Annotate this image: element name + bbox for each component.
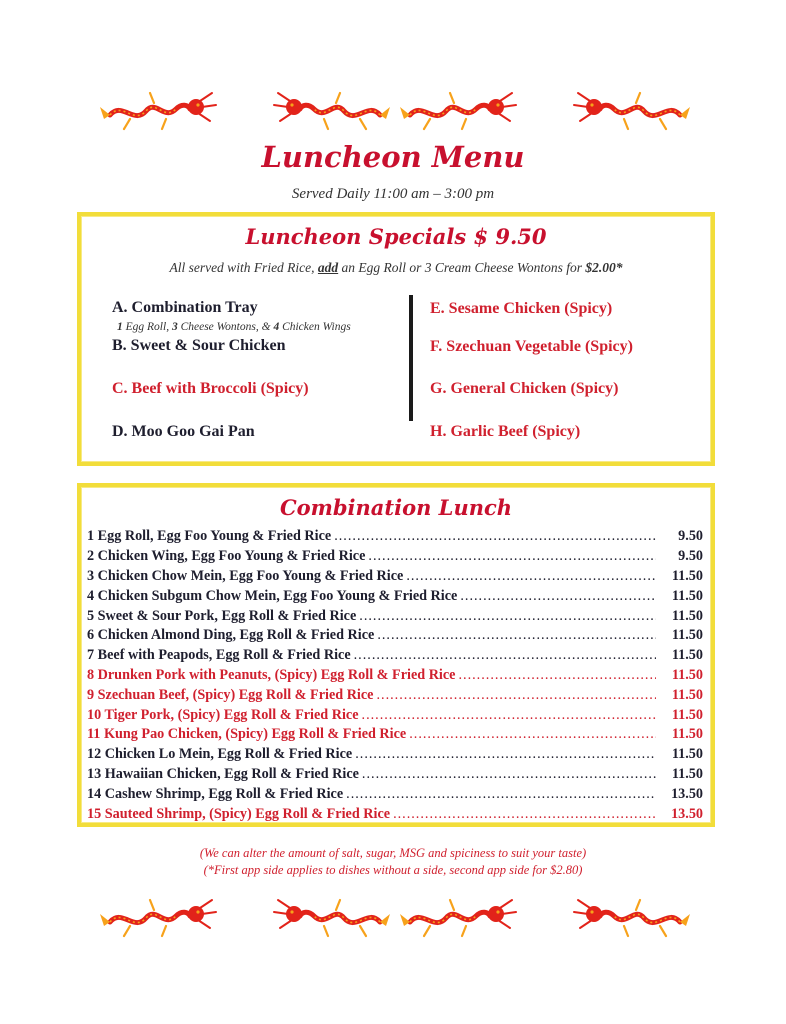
menu-row-price: 13.50: [671, 805, 703, 822]
menu-row-name: 13 Hawaiian Chicken, Egg Roll & Fried Rice: [87, 765, 359, 782]
dot-leader: [354, 647, 656, 664]
dot-leader: [355, 746, 656, 763]
menu-row-price: 11.50: [671, 627, 703, 644]
dragon-border-bottom: [100, 895, 690, 941]
menu-row-name: 12 Chicken Lo Mein, Egg Roll & Fried Rice: [87, 746, 353, 763]
dot-leader: [368, 548, 656, 565]
menu-row-name: 4 Chicken Subgum Chow Mein, Egg Foo Young & Fried Rice: [87, 587, 458, 604]
special-item-g: G. General Chicken (Spicy): [430, 380, 619, 397]
dot-leader: [362, 707, 656, 724]
menu-row: [87, 626, 703, 646]
combination-box: [77, 483, 715, 827]
menu-row: [87, 725, 703, 745]
menu-row: [87, 784, 703, 804]
special-item-c: C. Beef with Broccoli (Spicy): [112, 380, 309, 397]
menu-row-price: 11.50: [671, 647, 703, 664]
menu-row: [87, 666, 703, 686]
special-item-h: H. Garlic Beef (Spicy): [430, 423, 581, 440]
menu-row-price: 13.50: [671, 785, 703, 802]
menu-row-price: 11.50: [671, 765, 703, 782]
menu-row: [87, 527, 703, 547]
menu-row-price: 9.50: [678, 548, 703, 565]
page-title: Luncheon Menu: [261, 140, 525, 174]
detail-n2: 3: [171, 321, 178, 333]
menu-row-price: 11.50: [671, 746, 703, 763]
dragon-icon: [100, 88, 690, 134]
detail-t1: Egg Roll,: [122, 321, 172, 333]
note-mid: an Egg Roll or 3 Cream Cheese Wontons for: [338, 260, 586, 275]
special-item-e: E. Sesame Chicken (Spicy): [430, 300, 613, 317]
note-add: add: [317, 260, 339, 275]
detail-t2: Cheese Wontons, &: [177, 321, 274, 333]
menu-row: [87, 705, 703, 725]
column-divider: [409, 295, 413, 421]
footnote-app-side: (*First app side applies to dishes without a side, second app side for $2.80): [203, 863, 583, 877]
menu-row: [87, 765, 703, 785]
menu-row-price: 11.50: [671, 666, 703, 683]
dot-leader: [376, 687, 656, 704]
menu-row-name: 5 Sweet & Sour Pork, Egg Roll & Fried Rice: [87, 607, 357, 624]
menu-row-name: 7 Beef with Peapods, Egg Roll & Fried Rice: [87, 647, 351, 664]
served-hours: Served Daily 11:00 am – 3:00 pm: [291, 186, 495, 202]
menu-row-price: 11.50: [671, 706, 703, 723]
menu-row-price: 11.50: [671, 567, 703, 584]
menu-row-name: 9 Szechuan Beef, (Spicy) Egg Roll & Fried Rice: [87, 686, 374, 703]
menu-row-price: 9.50: [678, 528, 703, 545]
menu-row-name: 14 Cashew Shrimp, Egg Roll & Fried Rice: [87, 785, 344, 802]
dot-leader: [362, 766, 656, 783]
detail-t3: Chicken Wings: [279, 321, 351, 333]
combination-list: [87, 527, 703, 824]
dragon-icon: [100, 895, 690, 941]
dot-leader: [359, 608, 656, 625]
special-item-d: D. Moo Goo Gai Pan: [112, 423, 255, 440]
combination-title: Combination Lunch: [279, 495, 513, 520]
dot-leader: [460, 588, 656, 605]
dot-leader: [377, 627, 656, 644]
menu-row-name: 6 Chicken Almond Ding, Egg Roll & Fried Rice: [87, 627, 375, 644]
dot-leader: [406, 568, 656, 585]
footnote-taste: (We can alter the amount of salt, sugar, MSG and spiciness to suit your taste): [199, 846, 587, 860]
combo-tray-detail: [117, 321, 351, 333]
detail-n1: 1: [117, 321, 123, 333]
menu-row-name: 3 Chicken Chow Mein, Egg Foo Young & Fried Rice: [87, 567, 404, 584]
menu-row-name: 8 Drunken Pork with Peanuts, (Spicy) Egg Roll & Fried Rice: [87, 666, 456, 683]
menu-row-name: 15 Sauteed Shrimp, (Spicy) Egg Roll & Fried Rice: [87, 805, 391, 822]
menu-row: [87, 567, 703, 587]
menu-row-price: 11.50: [671, 726, 703, 743]
dot-leader: [346, 786, 656, 803]
menu-row-name: 11 Kung Pao Chicken, (Spicy) Egg Roll & Fried Rice: [87, 726, 407, 743]
dot-leader: [458, 667, 656, 684]
note-price: $2.00*: [585, 260, 623, 275]
specials-title: Luncheon Specials $ 9.50: [245, 224, 547, 249]
menu-row: [87, 745, 703, 765]
detail-n3: 4: [273, 321, 280, 333]
menu-row: [87, 804, 703, 824]
dot-leader: [334, 528, 656, 545]
menu-row: [87, 646, 703, 666]
menu-row-name: 1 Egg Roll, Egg Foo Young & Fried Rice: [87, 528, 332, 545]
special-item-a: A. Combination Tray: [112, 299, 258, 316]
menu-row: [87, 547, 703, 567]
dot-leader: [393, 806, 656, 823]
special-item-b: B. Sweet & Sour Chicken: [112, 337, 286, 354]
specials-note: [81, 260, 711, 276]
dot-leader: [409, 726, 656, 743]
menu-row: [87, 586, 703, 606]
menu-row-name: 2 Chicken Wing, Egg Foo Young & Fried Rice: [87, 548, 366, 565]
note-prefix: All served with Fried Rice,: [169, 260, 318, 275]
special-item-f: F. Szechuan Vegetable (Spicy): [430, 338, 633, 355]
menu-row: [87, 685, 703, 705]
menu-row-name: 10 Tiger Pork, (Spicy) Egg Roll & Fried Rice: [87, 706, 359, 723]
menu-row: [87, 606, 703, 626]
dragon-border-top: [100, 88, 690, 134]
menu-row-price: 11.50: [671, 607, 703, 624]
menu-row-price: 11.50: [671, 587, 703, 604]
specials-box: [77, 212, 715, 466]
menu-row-price: 11.50: [671, 686, 703, 703]
